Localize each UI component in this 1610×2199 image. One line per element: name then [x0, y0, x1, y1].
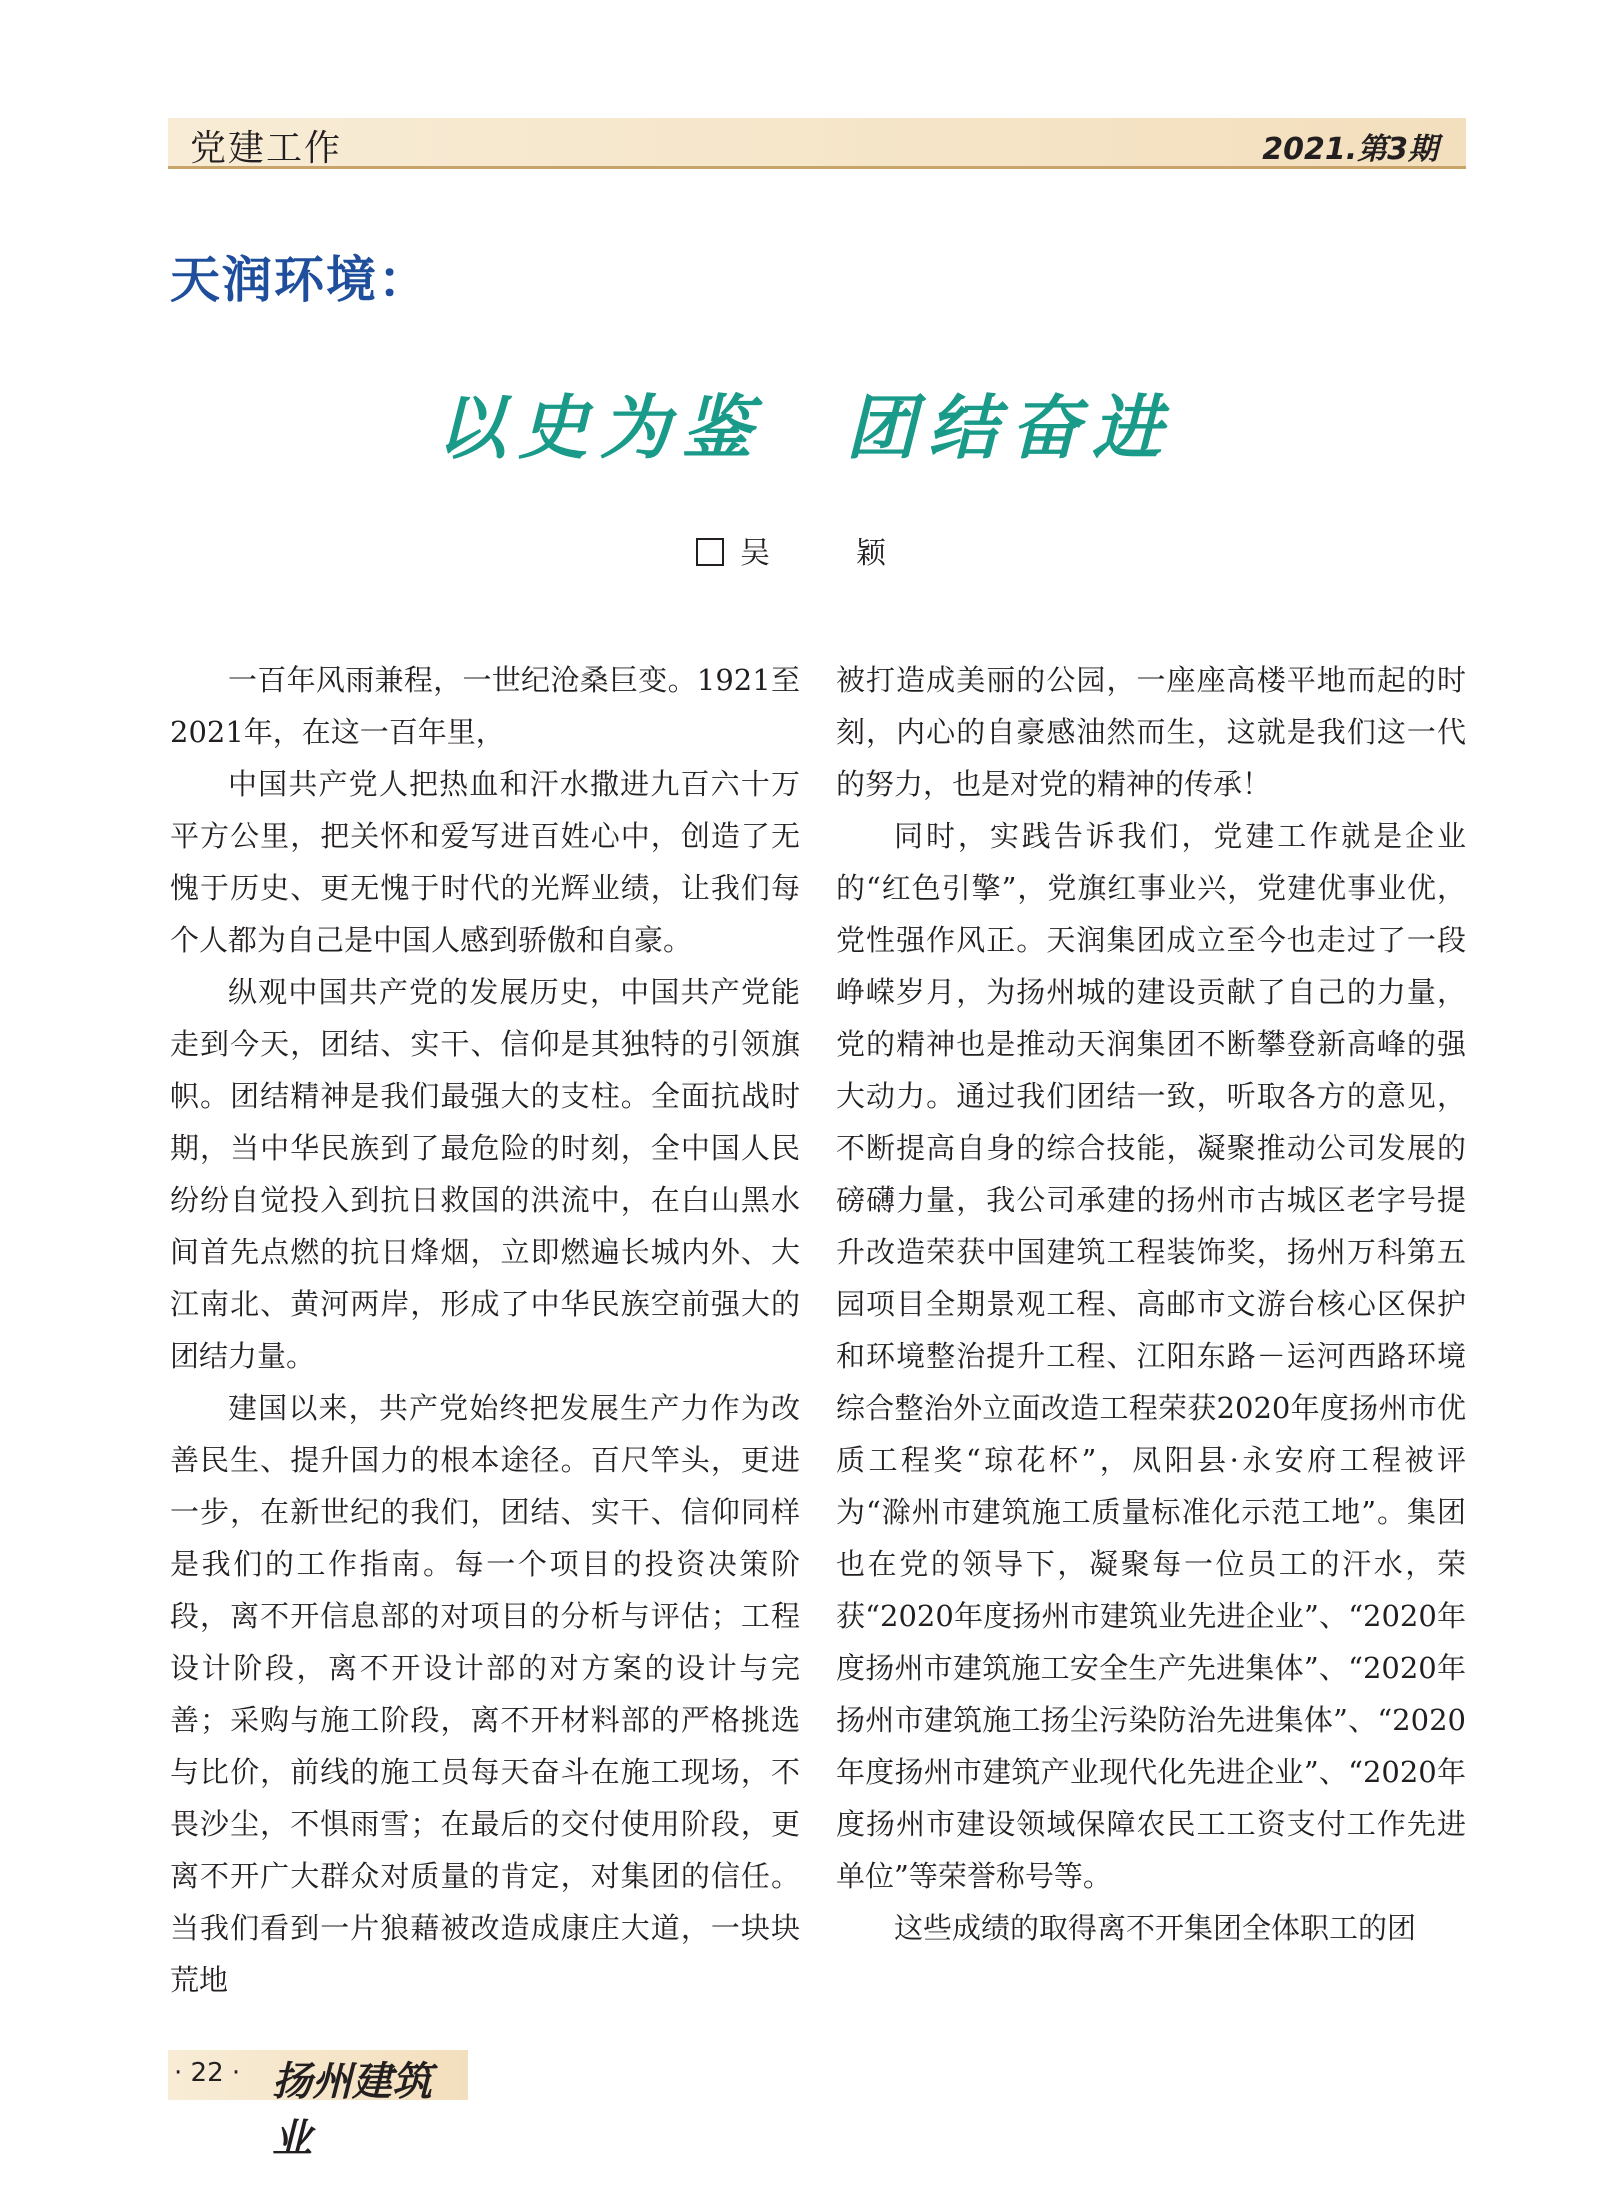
- section-label: 党建工作: [190, 128, 343, 169]
- page-number: · 22 ·: [174, 2058, 241, 2088]
- left-column: [170, 654, 800, 2006]
- paragraph: 建国以来，共产党始终把发展生产力作为改善民生、提升国力的根本途径。百尺竿头，更进一步，在新世纪的我们，团结、实干、信仰同样是我们的工作指南。每一个项目的投资决策阶段，离不开信息部的对项目的分析与评估；工程设计阶段，离不开设计部的对方案的设计与完善；采购与施工阶段，离不开材料部的严格挑选与比价，前线的施工员每天奋斗在施工现场，不畏沙尘，不惧雨雪；在最后的交付使用阶段，更离不开广大群众对质量的肯定，对集团的信任。当我们看到一片狼藉被改造成康庄大道，一块块荒地: [170, 1391, 800, 1997]
- article-kicker: 天润环境：: [170, 251, 430, 309]
- article-headline: 以史为鉴 团结奋进: [436, 387, 1174, 469]
- issue-label: 2021.第3期: [1262, 132, 1438, 167]
- paragraph: 这些成绩的取得离不开集团全体职工的团: [894, 1911, 1417, 1945]
- author-name: 吴 颖: [740, 536, 914, 571]
- byline-box-icon: [696, 538, 724, 566]
- paragraph: 同时，实践告诉我们，党建工作就是企业的“红色引擎”，党旗红事业兴，党建优事业优，党性强作风正。天润集团成立至今也走过了一段峥嵘岁月，为扬州城的建设贡献了自己的力量，党的精神也是推动天润集团不断攀登新高峰的强大动力。通过我们团结一致，听取各方的意见，不断提高自身的综合技能，凝聚推动公司发展的磅礴力量，我公司承建的扬州市古城区老字号提升改造荣获中国建筑工程装饰奖，扬州万科第五园项目全期景观工程、高邮市文游台核心区保护和环境整治提升工程、江阳东路－运河西路环境综合整治外立面改造工程荣获2020年度扬州市优质工程奖“琼花杯”，凤阳县·永安府工程被评为“滁州市建筑施工质量标准化示范工地”。集团也在党的领导下，凝聚每一位员工的汗水，荣获“2020年度扬州市建筑业先进企业”、“2020年度扬州市建筑施工安全生产先进集体”、“2020年扬州市建筑施工扬尘污染防治先进集体”、“2020年度扬州市建筑产业现代化先进企业”、“2020年度扬州市建设领域保障农民工工资支付工作先进单位”等荣誉称号等。: [836, 819, 1466, 1893]
- paragraph: 纵观中国共产党的发展历史，中国共产党能走到今天，团结、实干、信仰是其独特的引领旗帜。团结精神是我们最强大的支柱。全面抗战时期，当中华民族到了最危险的时刻，全中国人民纷纷自觉投入到抗日救国的洪流中，在白山黑水间首先点燃的抗日烽烟，立即燃遍长城内外、大江南北、黄河两岸，形成了中华民族空前强大的团结力量。: [170, 975, 800, 1373]
- paragraph: 中国共产党人把热血和汗水撒进九百六十万平方公里，把关怀和爱写进百姓心中，创造了无愧于历史、更无愧于时代的光辉业绩，让我们每个人都为自己是中国人感到骄傲和自豪。: [170, 767, 800, 957]
- paragraph-continued: 被打造成美丽的公园，一座座高楼平地而起的时刻，内心的自豪感油然而生，这就是我们这一代的努力，也是对党的精神的传承！: [836, 663, 1466, 801]
- byline: [0, 528, 1610, 572]
- magazine-logo: 扬州建筑业: [272, 2058, 432, 2162]
- paragraph: 一百年风雨兼程，一世纪沧桑巨变。1921至2021年，在这一百年里，: [170, 663, 800, 749]
- page-footer: [168, 2050, 468, 2162]
- running-header: [168, 118, 1466, 169]
- right-column: [836, 654, 1466, 1954]
